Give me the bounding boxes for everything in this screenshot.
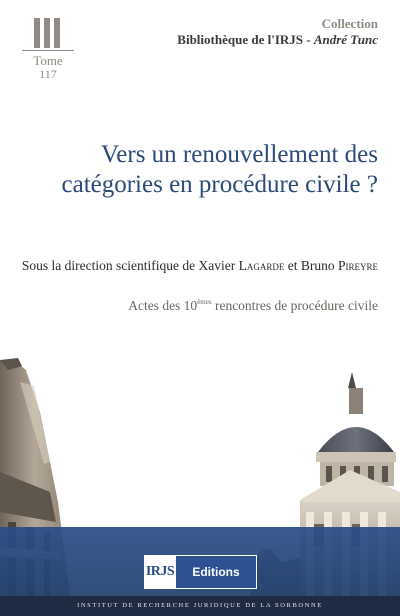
proceedings-line: Actes des 10èmes rencontres de procédure civile [128,298,378,313]
collection-label: Collection [321,16,378,31]
editions-label: Editions [175,556,256,588]
tome-label: Tome [33,53,63,68]
book-title-line-2: catégories en procédure civile ? [61,171,378,198]
collection-block [177,16,378,49]
book-title [40,140,378,200]
tome-number: 117 [39,66,57,81]
editor-lagarde: Lagarde [238,258,285,273]
institute-footer: INSTITUT DE RECHERCHE JURIDIQUE DE LA SORBONNE [0,596,400,616]
book-title-line-1: Vers un renouvellement des [100,141,378,168]
publisher-logo [144,555,257,589]
editors-line: Sous la direction scientifique de Xavier Lagarde et Bruno Pireyre [21,258,378,273]
irjs-logo-icon: IRJS [145,556,175,588]
collection-author: André Tunc [313,32,378,48]
editor-pireyre: Pireyre [337,258,378,273]
tome-number-block [22,54,74,80]
collection-name: Bibliothèque de l'IRJS - André Tunc [177,32,378,48]
